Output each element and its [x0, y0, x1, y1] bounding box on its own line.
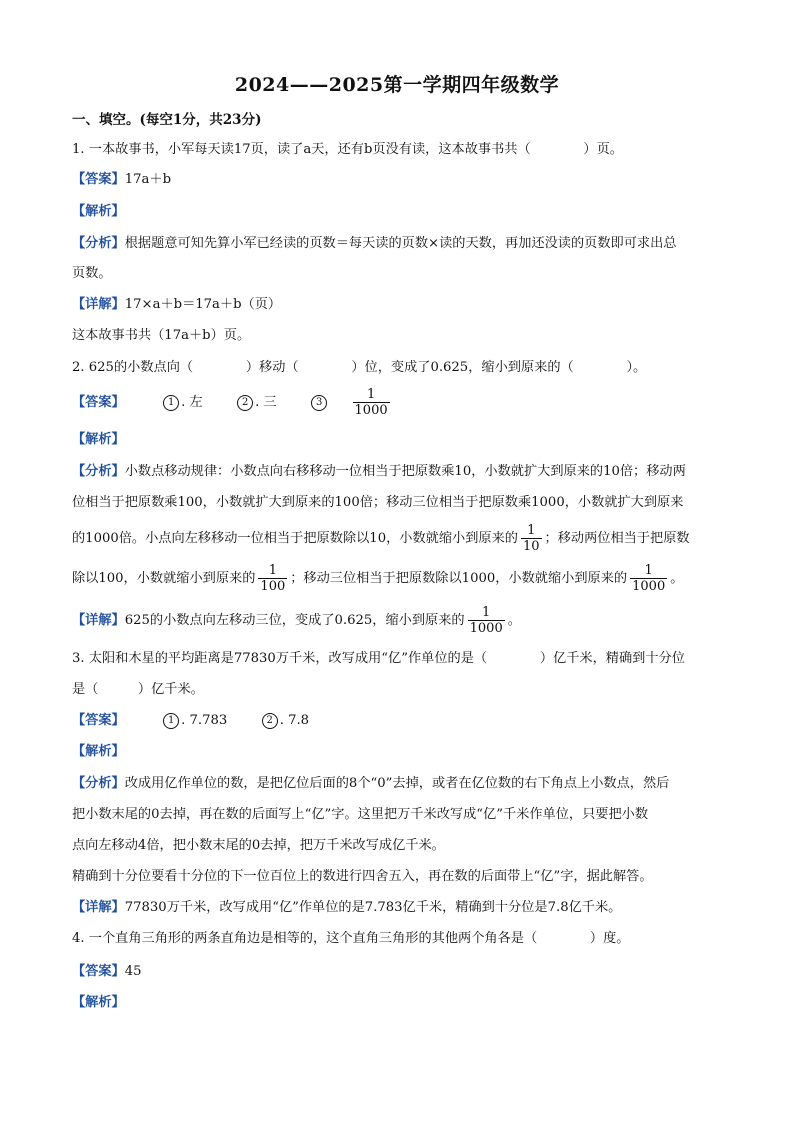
q2-analysis	[72, 463, 686, 481]
q1-detail	[72, 296, 281, 314]
q3-jiexi: 【解析】	[72, 744, 125, 759]
answer-value: 17a＋b	[124, 172, 172, 187]
q1-conclusion: 这本故事书共（17a＋b）页。	[72, 328, 251, 343]
question-1: 1. 一本故事书，小军每天读17页，读了a天，还有b页没有读，这本故事书共（ ）页。	[72, 142, 623, 157]
q3-analysis	[72, 775, 669, 793]
answer-2: . 三	[255, 395, 277, 410]
fraction: $\frac{1}{1000}$	[632, 563, 666, 594]
q1-answer	[72, 171, 171, 189]
fraction: $\frac{1}{10}$	[522, 523, 540, 554]
q3-detail	[72, 899, 621, 917]
detail-tag: 【详解】	[72, 900, 125, 915]
answer-1: . 左	[181, 395, 203, 410]
analysis-text: 改成用亿作单位的数，是把亿位后面的8个“0”去掉，或者在亿位数的右下角点上小数点，然后	[124, 776, 670, 791]
analysis-text: 根据题意可知先算小军已经读的页数＝每天读的页数×读的天数，再加还没读的页数即可求出总	[124, 236, 677, 251]
q1-analysis-cont: 页数。	[72, 266, 112, 281]
q2-analysis-3: 的1000倍。小点向左移移动一位相当于把原数除以10，小数就缩小到原来的 $\frac{1}{10}$ ；移动两位相当于把原数	[72, 523, 690, 554]
q3-analysis-4: 精确到十分位要看十分位的下一位百位上的数进行四舍五入，再在数的后面带上“亿”字，据此解答。	[72, 869, 653, 884]
detail-text: 77830万千米，改写成用“亿”作单位的是7.783亿千米，精确到十分位是7.8亿千米。	[124, 900, 622, 915]
circle-number: 1	[163, 713, 179, 729]
question-3: 3. 太阳和木星的平均距离是77830万千米，改写成用“亿”作单位的是（ ）亿千米，精确到十分位	[72, 651, 685, 666]
analysis-text: 小数点移动规律：小数点向右移移动一位相当于把原数乘10，小数就扩大到原来的10倍；移动两	[124, 464, 686, 479]
answer-tag: 【答案】	[72, 964, 125, 979]
question-3-cont: 是（ ）亿千米。	[72, 682, 204, 697]
q2-analysis-2: 位相当于把原数乘100，小数就扩大到原来的100倍；移动三位相当于把原数乘1000，小数就扩大到原来	[72, 495, 684, 510]
q4-answer	[72, 963, 142, 981]
answer-value: 45	[124, 964, 142, 979]
circle-number: 1	[163, 395, 179, 411]
answer-tag: 【答案】	[72, 713, 125, 728]
q2-analysis-4: 除以100，小数就缩小到原来的 $\frac{1}{100}$ ；移动三位相当于把原数除以1000，小数就缩小到原来的 $\frac{1}{1000}$ 。	[72, 563, 684, 594]
fraction: $\frac{1}{100}$	[260, 563, 286, 594]
detail-text: 17×a＋b＝17a＋b（页）	[124, 297, 282, 312]
fraction: $\frac{1}{1000}$	[354, 387, 388, 418]
question-4: 4. 一个直角三角形的两条直角边是相等的，这个直角三角形的其他两个角各是（ ）度。	[72, 931, 630, 946]
circle-number: 2	[262, 713, 278, 729]
circle-number: 3	[311, 395, 327, 411]
answer-1: . 7.783	[181, 713, 228, 728]
q1-analysis	[72, 235, 676, 253]
section-heading: 一、填空。(每空1分，共23分)	[72, 112, 262, 128]
page-title: 2024——2025第一学期四年级数学	[234, 74, 560, 96]
answer-tag: 【答案】	[72, 395, 125, 410]
answer-tag: 【答案】	[72, 172, 125, 187]
q3-analysis-2: 把小数末尾的0去掉，再在数的后面写上“亿”字。这里把万千米改写成“亿”千米作单位，只要把小数	[72, 807, 649, 822]
q3-answer	[72, 712, 309, 730]
q2-detail: 【详解】625的小数点向左移动三位，变成了0.625，缩小到原来的 $\frac{1}{1000}$ 。	[72, 605, 521, 636]
analysis-tag: 【分析】	[72, 464, 125, 479]
analysis-tag: 【分析】	[72, 236, 125, 251]
question-2: 2. 625的小数点向（ ）移动（ ）位，变成了0.625，缩小到原来的（ ）。	[72, 360, 647, 375]
circle-number: 2	[237, 395, 253, 411]
fraction: $\frac{1}{1000}$	[469, 605, 503, 636]
q3-analysis-3: 点向左移动4倍，把小数末尾的0去掉，把万千米改写成亿千米。	[72, 838, 445, 853]
detail-tag: 【详解】	[72, 297, 125, 312]
answer-2: . 7.8	[279, 713, 310, 728]
q2-answer	[72, 387, 393, 418]
q1-jiexi: 【解析】	[72, 204, 125, 219]
detail-tag: 【详解】	[72, 613, 125, 628]
q4-jiexi: 【解析】	[72, 995, 125, 1010]
analysis-tag: 【分析】	[72, 776, 125, 791]
q2-jiexi: 【解析】	[72, 432, 125, 447]
